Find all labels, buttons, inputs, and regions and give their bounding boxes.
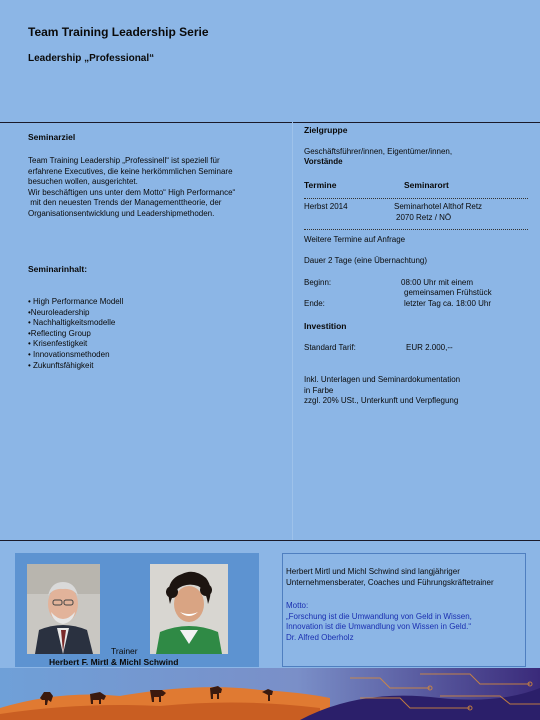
zielgruppe-heading: Zielgruppe [304, 125, 348, 135]
trainer-names: Herbert F. Mirtl & Michl Schwind [49, 657, 179, 667]
investition-heading: Investition [304, 321, 347, 331]
page-title: Team Training Leadership Serie [28, 25, 209, 39]
trainer-photo-mirtl [27, 564, 100, 654]
seminarinhalt-heading: Seminarinhalt: [28, 264, 88, 274]
info-line1: Herbert Mirtl und Michl Schwind sind langjähriger [286, 567, 460, 576]
list-item: • Zukunftsfähigkeit [28, 360, 94, 370]
inkl-text: Inkl. Unterlagen und Seminardokumentation in Farbe zzgl. 20% USt., Unterkunft und Verpflegung [304, 375, 461, 405]
list-item: • Krisenfestigkeit [28, 339, 88, 349]
column-divider [292, 122, 293, 540]
seminarort-label: Seminarort [404, 180, 449, 190]
seminarinhalt-list [28, 297, 123, 371]
ort-line2: 2070 Retz / NÖ [396, 213, 452, 222]
tarif-label: Standard Tarif: [304, 343, 356, 352]
cave-painting-banner-icon [0, 668, 540, 720]
seminarziel-heading: Seminarziel [28, 132, 76, 142]
tarif-value: EUR 2.000,-- [406, 343, 453, 352]
page-subtitle: Leadership „Professional“ [28, 53, 155, 64]
termin-date: Herbst 2014 [304, 202, 348, 211]
seminarziel-text: Team Training Leadership „Professinell“ ist speziell für erfahrene Executives, die keine herkömmlichen Seminare besuchen wollen, ausgerichtet. Wir beschäftigen uns unter dem Motto“ High Performance“ mit den neuesten Trends der Managementtheorie, der Organisationsentwicklung und Leadershipmethoden. [28, 156, 236, 218]
dauer: Dauer 2 Tage (eine Übernachtung) [304, 256, 428, 265]
zielgruppe-line2: Vorstände [304, 157, 343, 166]
ende-value: letzter Tag ca. 18:00 Uhr [404, 299, 492, 308]
quote-author: Dr. Alfred Oberholz [286, 633, 354, 642]
zielgruppe-line1: Geschäftsführer/innen, Eigentümer/innen, [304, 147, 453, 156]
list-item: • Nachhaltigkeitsmodelle [28, 318, 116, 328]
motto-label: Motto: [286, 601, 309, 610]
ort-line1: Seminarhotel Althof Retz [394, 202, 483, 211]
beginn-line2: gemeinsamen Frühstück [404, 288, 492, 297]
dotted-divider [304, 198, 528, 199]
trainer-photo-schwind [150, 564, 228, 654]
beginn-line1: 08:00 Uhr mit einem [401, 278, 474, 287]
quote-line2: Innovation ist die Umwandlung von Wissen in Geld.“ [286, 622, 471, 631]
list-item: •Neuroleadership [28, 307, 90, 317]
trainer-label: Trainer [111, 646, 138, 656]
ende-label: Ende: [304, 299, 325, 308]
weitere-termine: Weitere Termine auf Anfrage [304, 235, 406, 244]
info-line2: Unternehmensberater, Coaches und Führungskräftetrainer [286, 578, 494, 587]
list-item: • High Performance Modell [28, 297, 124, 306]
quote-line1: „Forschung ist die Umwandlung von Geld in Wissen, [286, 612, 472, 621]
dotted-divider [304, 229, 528, 230]
bottom-divider [0, 540, 540, 541]
beginn-label: Beginn: [304, 278, 332, 287]
termine-label: Termine [304, 180, 337, 190]
list-item: •Reflecting Group [28, 328, 91, 338]
top-divider [0, 122, 540, 123]
list-item: • Innovationsmethoden [28, 349, 110, 359]
